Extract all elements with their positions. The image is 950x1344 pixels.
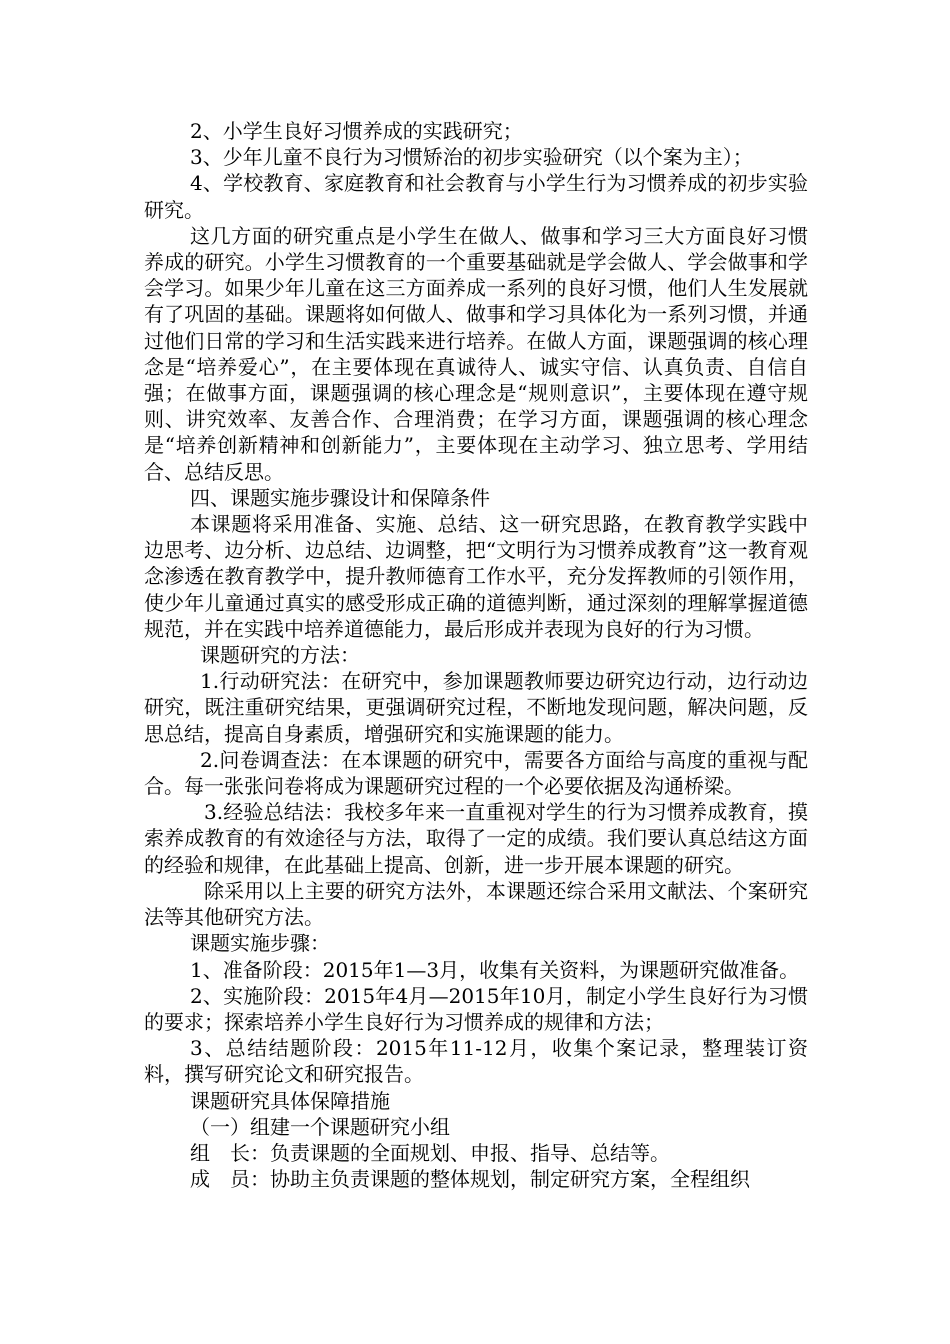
subheading-implementation-steps: 课题实施步骤： bbox=[190, 931, 330, 956]
list-item-education-research: 4、学校教育、家庭教育和社会教育与小学生行为习惯养成的初步实验研究。 bbox=[144, 171, 808, 222]
list-item-practice-research: 2、小学生良好习惯养成的实践研究； bbox=[190, 119, 523, 143]
method-questionnaire: 2.问卷调查法：在本课题的研究中，需要各方面给与高度的重视与配合。每一张张问卷将成为课题研究过程的一个必要依据及沟通桥梁。 bbox=[144, 747, 808, 799]
step-implementation: 2、实施阶段：2015年4月—2015年10月，制定小学生良好行为习惯的要求；探索培养小学生良好行为习惯养成的规律和方法； bbox=[144, 983, 808, 1034]
list-item-correction-research: 3、少年儿童不良行为习惯矫治的初步实验研究（以个案为主）； bbox=[190, 145, 753, 170]
method-experience-summary: 3.经验总结法：我校多年来一直重视对学生的行为习惯养成教育，摸索养成教育的有效途径与方法，取得了一定的成绩。我们要认真总结这方面的经验和规律，在此基础上提高、创新，进一步开展本课题的研究。 bbox=[144, 800, 808, 877]
role-group-leader: 组 长：负责课题的全面规划、申报、指导、总结等。 bbox=[190, 1140, 670, 1165]
paragraph-other-methods: 除采用以上主要的研究方法外，本课题还综合采用文献法、个案研究法等其他研究方法。 bbox=[144, 878, 808, 930]
step-conclusion: 3、总结结题阶段：2015年11-12月，收集个案记录，整理装订资料，撰写研究论文和研究报告。 bbox=[144, 1036, 808, 1087]
role-group-members: 成 员：协助主负责课题的整体规划，制定研究方案，全程组织 bbox=[190, 1167, 750, 1192]
subheading-safeguards: 课题研究具体保障措施 bbox=[190, 1088, 390, 1113]
document-page bbox=[144, 118, 808, 1192]
paragraph-research-focus: 这几方面的研究重点是小学生在做人、做事和学习三大方面良好习惯养成的研究。小学生习惯教育的一个重要基础就是学会做人、学会做事和学会学习。如果少年儿童在这三方面养成一系列的良好习惯，他们人生发展就有了巩固的基础。课题将如何做人、做事和学习具体化为一系列习惯，并通过他们日常的学习和生活实践来进行培养。在做人方面，课题强调的核心理念是“培养爱心”，在主要体现在真诚待人、诚实守信、认真负责、自信自强；在做事方面，课题强调的核心理念是“规则意识”，主要体现在遵守规则、讲究效率、友善合作、合理消费；在学习方面，课题强调的核心理念是“培养创新精神和创新能力”，主要体现在主动学习、独立思考、学用结合、总结反思。 bbox=[144, 223, 808, 484]
paragraph-research-approach: 本课题将采用准备、实施、总结、这一研究思路，在教育教学实践中边思考、边分析、边总结、边调整，把“文明行为习惯养成教育”这一教育观念渗透在教育教学中，提升教师德育工作水平，充分发挥教师的引领作用，使少年儿童通过真实的感受形成正确的道德判断，通过深刻的理解掌握道德规范，并在实践中培养道德能力，最后形成并表现为良好的行为习惯。 bbox=[144, 512, 808, 641]
step-preparation: 1、准备阶段：2015年1—3月，收集有关资料，为课题研究做准备。 bbox=[190, 957, 800, 982]
section-heading-implementation: 四、课题实施步骤设计和保障条件 bbox=[190, 485, 490, 510]
method-action-research: 1.行动研究法：在研究中，参加课题教师要边研究边行动，边行动边研究，既注重研究结果，更强调研究过程，不断地发现问题，解决问题，反思总结，提高自身素质，增强研究和实施课题的能力。 bbox=[144, 669, 808, 746]
subheading-research-group: （一）组建一个课题研究小组 bbox=[190, 1114, 450, 1139]
subheading-research-methods: 课题研究的方法： bbox=[200, 643, 360, 668]
